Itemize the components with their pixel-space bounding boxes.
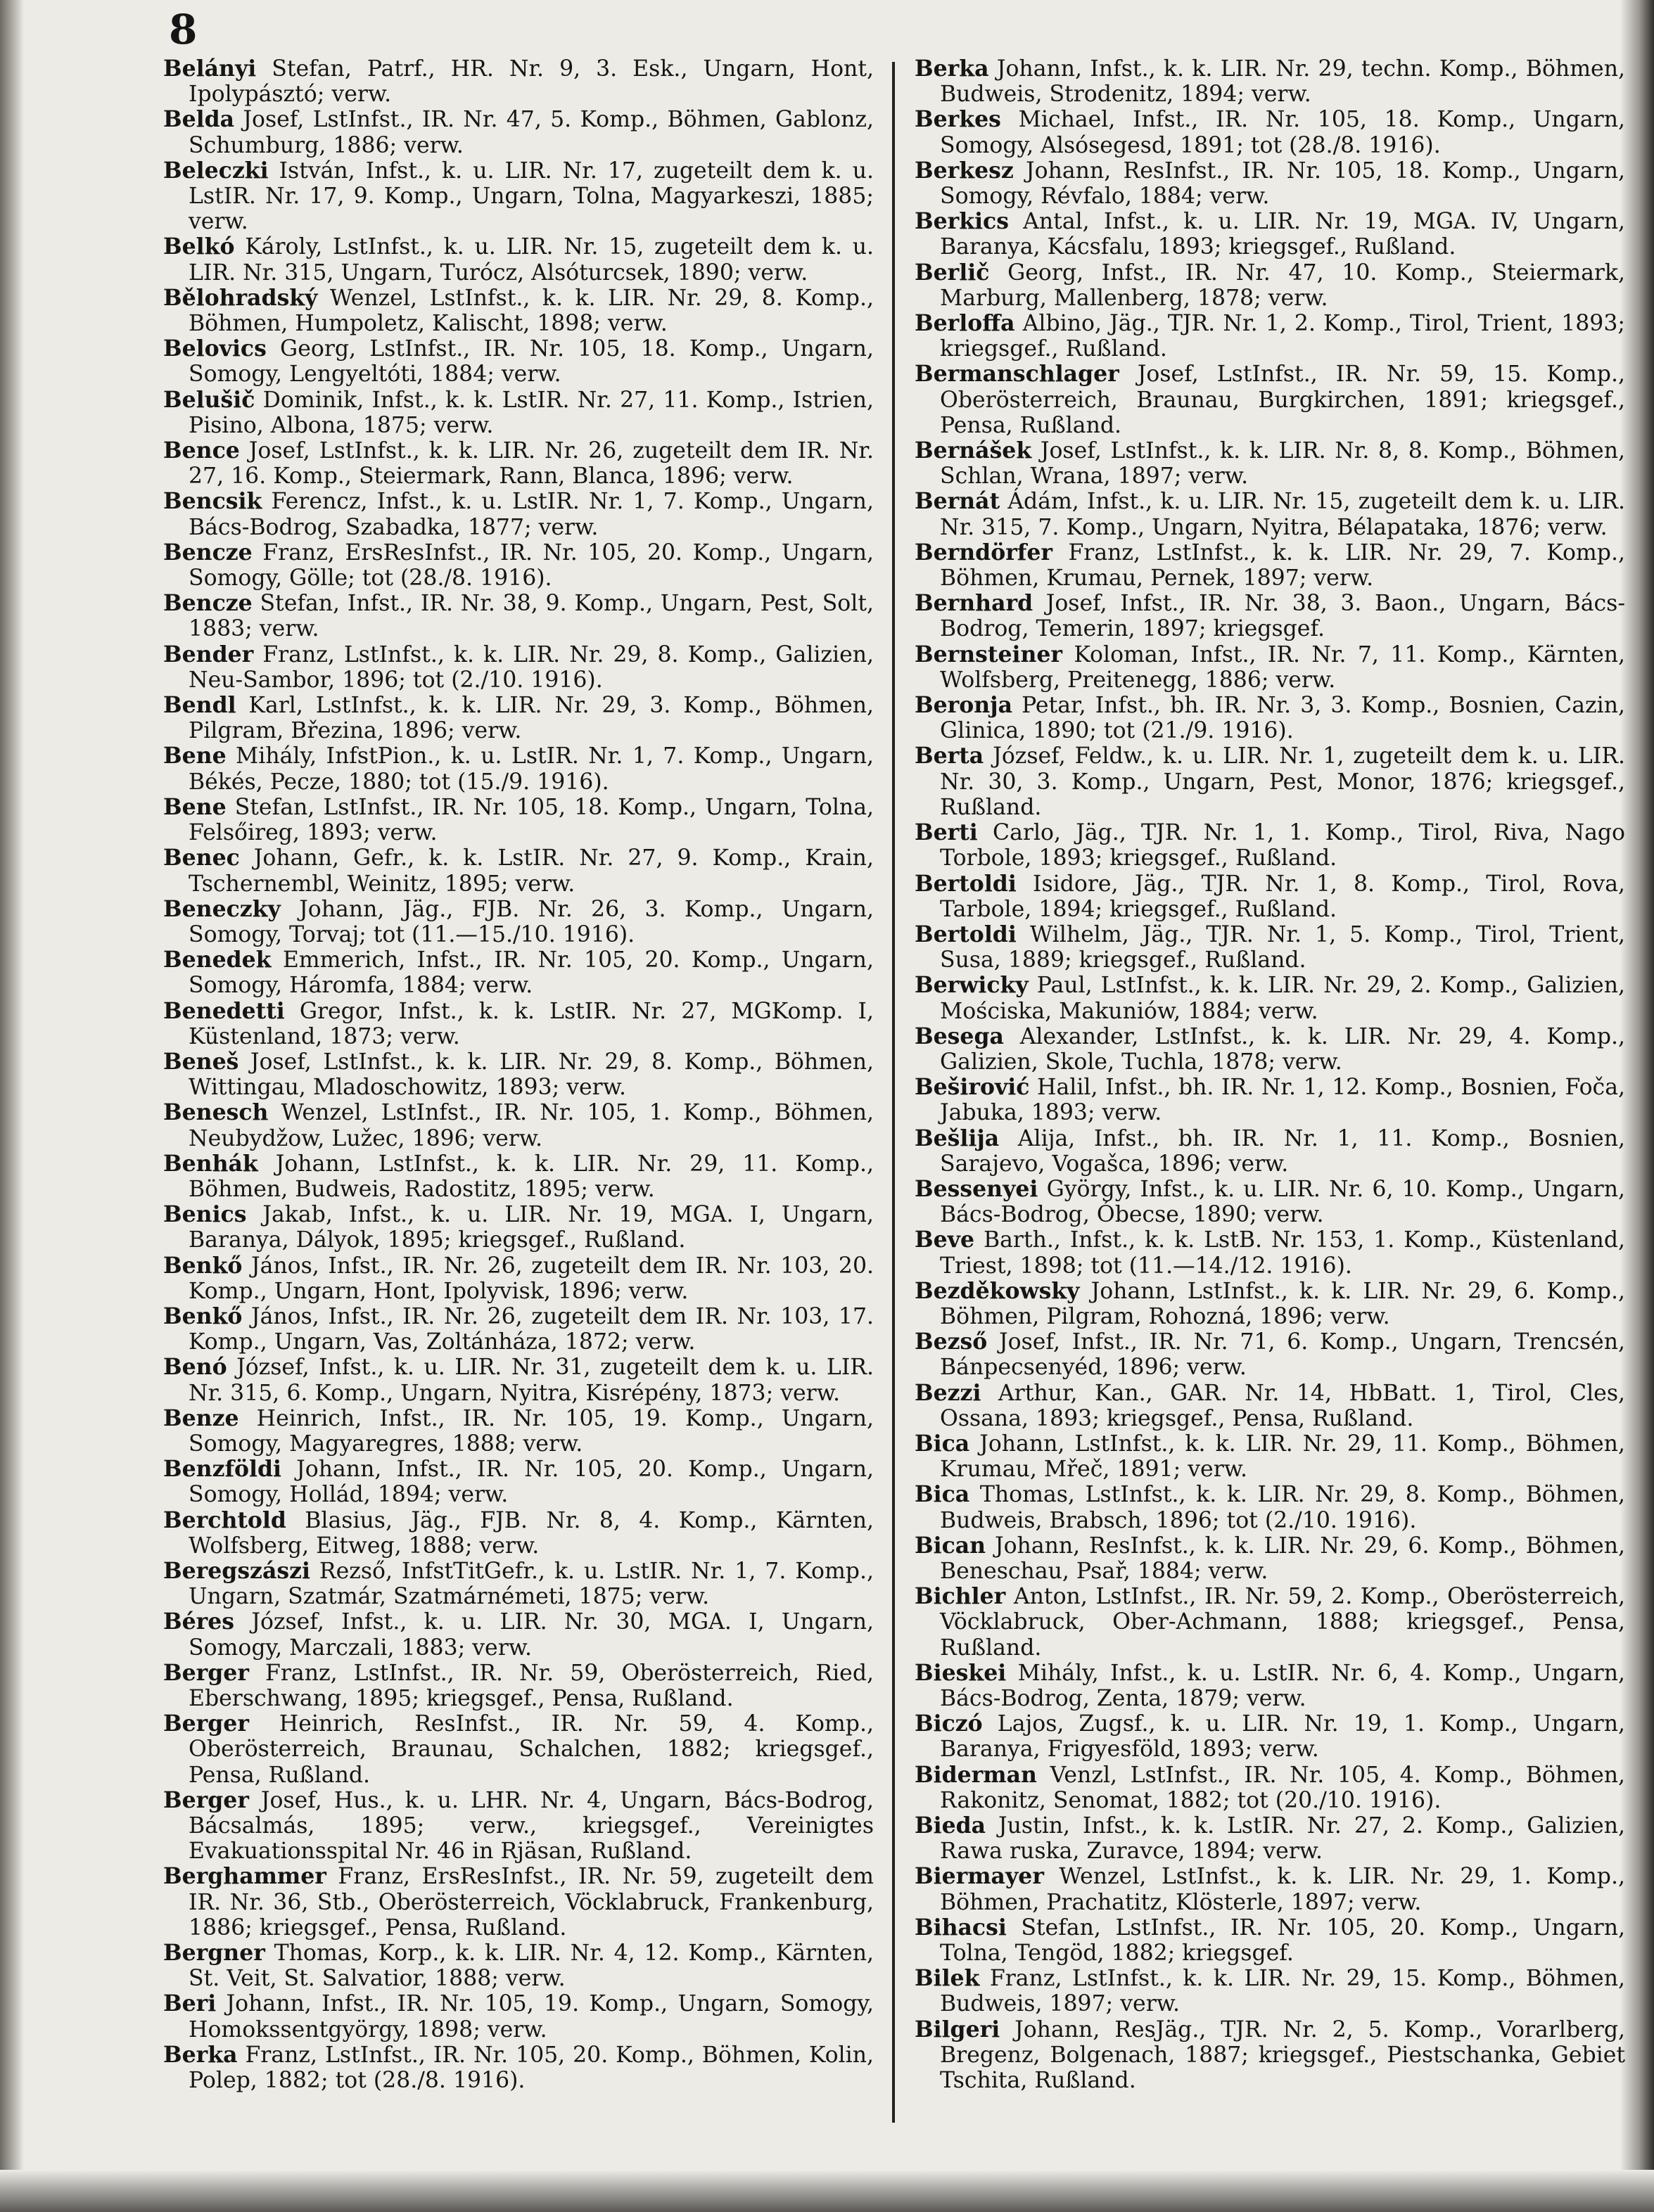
entry-details: Johann, LstInfst., k. k. LIR. Nr. 29, 6. Komp., Böhmen, Pilgram, Rohozná, 1896; verw.: [940, 1278, 1625, 1329]
entry-surname: Benhák: [163, 1150, 258, 1177]
entry-details: Isidore, Jäg., TJR. Nr. 1, 8. Komp., Tirol, Rova, Tarbole, 1894; kriegsgef., Rußland.: [940, 871, 1626, 922]
entry-details: Franz, ErsResInfst., IR. Nr. 105, 20. Komp., Ungarn, Somogy, Gölle; tot (28./8. 1916).: [189, 539, 874, 592]
entry-surname: Beregszászi: [163, 1557, 310, 1584]
casualty-entry: [915, 1075, 1625, 1125]
casualty-entry: [163, 56, 874, 107]
casualty-entry: [915, 1584, 1625, 1661]
entry-surname: Benics: [163, 1201, 247, 1228]
casualty-entry: [915, 2017, 1625, 2094]
casualty-entry: [915, 1482, 1625, 1533]
entry-surname: Berti: [915, 819, 978, 846]
entry-details: Karl, LstInfst., k. k. LIR. Nr. 29, 3. Komp., Böhmen, Pilgram, Březina, 1896; verw.: [189, 693, 874, 744]
entry-details: Venzl, LstInfst., IR. Nr. 105, 4. Komp., Böhmen, Rakonitz, Senomat, 1882; tot (20./10. 1916).: [940, 1762, 1626, 1813]
entry-surname: Bieskei: [915, 1659, 1007, 1686]
entry-details: Josef, Infst., IR. Nr. 71, 6. Komp., Ungarn, Trencsén, Bánpecsenyéd, 1896; verw.: [940, 1329, 1625, 1381]
entry-details: Blasius, Jäg., FJB. Nr. 8, 4. Komp., Kärnten, Wolfsberg, Eitweg, 1888; verw.: [189, 1507, 874, 1559]
entry-surname: Bessenyei: [915, 1175, 1038, 1202]
casualty-entry: [163, 438, 874, 489]
left-column: [163, 56, 874, 2093]
entry-details: Heinrich, Infst., IR. Nr. 105, 19. Komp., Ungarn, Somogy, Magyaregres, 1888; verw.: [189, 1405, 874, 1457]
casualty-entry: [915, 209, 1625, 260]
scan-edge-left: [0, 0, 24, 2212]
entry-surname: Beronja: [915, 692, 1012, 719]
entry-details: Ádám, Infst., k. u. LIR. Nr. 15, zugeteilt dem k. u. LIR. Nr. 315, 7. Komp., Ungarn, Nyitra, Bélapataka, 1876; verw.: [940, 489, 1626, 540]
entry-surname: Belkó: [163, 234, 235, 260]
entry-details: György, Infst., k. u. LIR. Nr. 6, 10. Komp., Ungarn, Bács-Bodrog, Óbecse, 1890; verw.: [940, 1176, 1625, 1228]
casualty-entry: [915, 158, 1625, 209]
entry-details: Alija, Infst., bh. IR. Nr. 1, 11. Komp., Bosnien, Sarajevo, Vogašca, 1896; verw.: [940, 1125, 1625, 1177]
entry-details: Thomas, Korp., k. k. LIR. Nr. 4, 12. Komp., Kärnten, St. Veit, St. Salvatior, 1888; verw.: [189, 1941, 874, 1992]
entry-details: Wenzel, LstInfst., k. k. LIR. Nr. 29, 8. Komp., Böhmen, Humpoletz, Kalischt, 1898; verw.: [189, 285, 874, 337]
entry-details: Josef, LstInfst., k. k. LIR. Nr. 29, 8. Komp., Böhmen, Wittingau, Mladoschowitz, 1893; verw.: [189, 1049, 874, 1101]
casualty-entry: [163, 286, 874, 336]
entry-surname: Bertoldi: [915, 921, 1017, 947]
entry-details: Barth., Infst., k. k. LstB. Nr. 153, 1. Komp., Küstenland, Triest, 1898; tot (11.—14./12. 1916).: [940, 1227, 1625, 1279]
casualty-entry: [915, 1177, 1625, 1227]
entry-surname: Berkics: [915, 208, 1009, 235]
entry-surname: Bezděkowsky: [915, 1277, 1080, 1304]
casualty-entry: [915, 1279, 1625, 1329]
entry-surname: Bešlija: [915, 1125, 1000, 1151]
entry-details: Johann, ResInfst., IR. Nr. 105, 18. Komp., Ungarn, Somogy, Révfalo, 1884; verw.: [940, 158, 1626, 210]
casualty-entry: [915, 1381, 1625, 1431]
entry-details: Mihály, InfstPion., k. u. LstIR. Nr. 1, 7. Komp., Ungarn, Békés, Pecze, 1880; tot (15./9. 1916).: [189, 743, 874, 795]
entry-surname: Bergner: [163, 1940, 265, 1967]
entry-details: Rezső, InfstTitGefr., k. u. LstIR. Nr. 1, 7. Komp., Ungarn, Szatmár, Szatmárnémeti, 1875; verw.: [189, 1558, 874, 1610]
casualty-entry: [163, 1711, 874, 1788]
entry-details: Carlo, Jäg., TJR. Nr. 1, 1. Komp., Tirol, Riva, Nago Torbole, 1893; kriegsgef., Rußland.: [940, 820, 1625, 871]
entry-details: Stefan, LstInfst., IR. Nr. 105, 18. Komp., Ungarn, Tolna, Felsőireg, 1893; verw.: [189, 794, 874, 846]
entry-surname: Belányi: [163, 56, 257, 82]
entry-surname: Bica: [915, 1430, 970, 1457]
casualty-entry: [163, 1508, 874, 1559]
entry-details: Georg, LstInfst., IR. Nr. 105, 18. Komp., Ungarn, Somogy, Lengyeltóti, 1884; verw.: [189, 336, 874, 388]
entry-surname: Bilek: [915, 1965, 980, 1992]
casualty-entry: [915, 1813, 1625, 1864]
casualty-entry: [915, 260, 1625, 311]
casualty-entry: [163, 336, 874, 387]
casualty-entry: [163, 1355, 874, 1405]
entry-surname: Benzföldi: [163, 1456, 281, 1483]
casualty-entry: [915, 489, 1625, 539]
casualty-entry: [163, 1941, 874, 1991]
entry-surname: Beve: [915, 1227, 975, 1253]
casualty-entry: [915, 540, 1625, 591]
casualty-entry: [915, 642, 1625, 693]
entry-details: Wenzel, LstInfst., IR. Nr. 105, 1. Komp., Böhmen, Neubydžow, Lužec, 1896; verw.: [189, 1100, 874, 1151]
casualty-entry: [163, 947, 874, 998]
casualty-entry: [915, 1431, 1625, 1482]
entry-details: Alexander, LstInfst., k. k. LIR. Nr. 29, 4. Komp., Galizien, Skole, Tuchla, 1878; verw.: [940, 1023, 1626, 1075]
entry-surname: Bence: [163, 437, 240, 464]
entry-details: János, Infst., IR. Nr. 26, zugeteilt dem IR. Nr. 103, 20. Komp., Ungarn, Hont, Ipolyvisk, 1896; verw.: [189, 1253, 874, 1304]
casualty-entry: [163, 1864, 874, 1941]
casualty-entry: [163, 234, 874, 285]
entry-surname: Berndörfer: [915, 539, 1052, 565]
entry-surname: Bencze: [163, 590, 253, 617]
entry-surname: Beneczky: [163, 895, 281, 922]
entry-surname: Berlič: [915, 259, 990, 286]
casualty-entry: [915, 362, 1625, 438]
entry-surname: Bertoldi: [915, 870, 1017, 897]
entry-surname: Berkes: [915, 106, 1001, 133]
casualty-entry: [163, 642, 874, 693]
casualty-entry: [163, 693, 874, 743]
casualty-entry: [915, 922, 1625, 973]
casualty-entry: [163, 1202, 874, 1253]
entry-surname: Berta: [915, 743, 984, 769]
entry-surname: Berger: [163, 1711, 249, 1737]
entry-surname: Bichler: [915, 1583, 1006, 1610]
entry-details: Josef, LstInfst., IR. Nr. 59, 15. Komp., Oberösterreich, Braunau, Burgkirchen, 1891; kriegsgef., Pensa, Rußland.: [940, 362, 1625, 438]
casualty-entry: [163, 489, 874, 539]
casualty-entry: [915, 1661, 1625, 1711]
casualty-entry: [163, 1788, 874, 1865]
entry-details: Dominik, Infst., k. k. LstIR. Nr. 27, 11. Komp., Istrien, Pisino, Albona, 1875; verw.: [189, 387, 874, 438]
entry-surname: Bene: [163, 743, 227, 769]
entry-surname: Benedek: [163, 947, 272, 973]
entry-details: József, Infst., k. u. LIR. Nr. 30, MGA. I, Ungarn, Somogy, Marczali, 1883; verw.: [189, 1609, 874, 1661]
casualty-entry: [915, 1864, 1625, 1914]
casualty-entry: [915, 107, 1625, 158]
entry-details: Heinrich, ResInfst., IR. Nr. 59, 4. Komp., Oberösterreich, Braunau, Schalchen, 1882; kriegsgef., Pensa, Rußland.: [189, 1711, 874, 1788]
casualty-entry: [163, 1151, 874, 1202]
entry-details: Josef, Infst., IR. Nr. 38, 3. Baon., Ungarn, Bács-Bodrog, Temerin, 1897; kriegsgef.: [940, 591, 1625, 642]
entry-details: Johann, LstInfst., k. k. LIR. Nr. 29, 11. Komp., Böhmen, Krumau, Mřeč, 1891; verw.: [940, 1431, 1625, 1483]
entry-surname: Bezzi: [915, 1379, 981, 1406]
entry-surname: Benesch: [163, 1099, 269, 1126]
entry-details: Michael, Infst., IR. Nr. 105, 18. Komp., Ungarn, Somogy, Alsósegesd, 1891; tot (28./8. 1916).: [940, 107, 1625, 158]
entry-details: Johann, LstInfst., k. k. LIR. Nr. 29, 11. Komp., Böhmen, Budweis, Radostitz, 1895; verw.: [189, 1151, 874, 1202]
entry-surname: Benkő: [163, 1303, 243, 1329]
entry-surname: Biderman: [915, 1761, 1037, 1788]
casualty-entry: [163, 1661, 874, 1711]
entry-details: Arthur, Kan., GAR. Nr. 14, HbBatt. 1, Tirol, Cles, Ossana, 1893; kriegsgef., Pensa, Rußland.: [940, 1380, 1625, 1431]
casualty-entry: [915, 1533, 1625, 1584]
entry-surname: Biermayer: [915, 1863, 1044, 1890]
entry-details: Johann, Infst., IR. Nr. 105, 20. Komp., Ungarn, Somogy, Hollád, 1894; verw.: [189, 1457, 874, 1508]
entry-surname: Bezső: [915, 1329, 988, 1355]
entry-surname: Berkesz: [915, 157, 1014, 184]
casualty-entry: [163, 388, 874, 438]
entry-details: Johann, ResJäg., TJR. Nr. 2, 5. Komp., Vorarlberg, Bregenz, Bolgenach, 1887; kriegsgef., Piestschanka, Gebiet Tschita, Rußland.: [940, 2016, 1625, 2094]
casualty-entry: [163, 743, 874, 794]
casualty-entry: [915, 1915, 1625, 1966]
entry-details: Stefan, LstInfst., IR. Nr. 105, 20. Komp., Ungarn, Tolna, Tengöd, 1882; kriegsgef.: [940, 1914, 1625, 1967]
entry-details: Josef, LstInfst., IR. Nr. 47, 5. Komp., Böhmen, Gablonz, Schumburg, 1886; verw.: [189, 107, 874, 158]
casualty-entry: [163, 1253, 874, 1304]
entry-surname: Bernsteiner: [915, 641, 1062, 667]
casualty-entry: [163, 1609, 874, 1660]
casualty-entry: [915, 1329, 1625, 1380]
entry-surname: Bernášek: [915, 437, 1032, 464]
entry-surname: Bieda: [915, 1813, 986, 1839]
entry-surname: Berger: [163, 1659, 249, 1686]
casualty-entry: [163, 1049, 874, 1100]
entry-surname: Bermanschlager: [915, 361, 1119, 388]
entry-details: Stefan, Patrf., HR. Nr. 9, 3. Esk., Ungarn, Hont, Ipolypásztó; verw.: [189, 56, 874, 108]
entry-details: Johann, Infst., IR. Nr. 105, 19. Komp., Ungarn, Somogy, Homokssentgyörgy, 1898; verw.: [189, 1991, 874, 2042]
casualty-entry: [915, 1227, 1625, 1278]
entry-details: Franz, LstInfst., k. k. LIR. Nr. 29, 15. Komp., Böhmen, Budweis, 1897; verw.: [940, 1966, 1625, 2017]
casualty-entry: [915, 871, 1625, 922]
entry-details: Josef, LstInfst., k. k. LIR. Nr. 26, zugeteilt dem IR. Nr. 27, 16. Komp., Steiermark, Rann, Blanca, 1896; verw.: [189, 438, 874, 490]
casualty-entry: [163, 1100, 874, 1151]
casualty-entry: [915, 1126, 1625, 1177]
entry-details: Johann, Jäg., FJB. Nr. 26, 3. Komp., Ungarn, Somogy, Torvaj; tot (11.—15./10. 1916).: [189, 896, 874, 947]
entry-surname: Béres: [163, 1609, 235, 1635]
entry-surname: Bilgeri: [915, 2016, 1000, 2042]
casualty-entry: [915, 56, 1625, 107]
entry-surname: Bělohradský: [163, 284, 318, 311]
entry-details: Wilhelm, Jäg., TJR. Nr. 1, 5. Komp., Tirol, Trient, Susa, 1889; kriegsgef., Rußland.: [940, 921, 1626, 973]
entry-surname: Belušič: [163, 386, 255, 413]
casualty-entry: [163, 795, 874, 845]
entry-details: Anton, LstInfst., IR. Nr. 59, 2. Komp., Oberösterreich, Vöcklabruck, Ober-Achmann, 1888; kriegsgef., Pensa, Rußland.: [940, 1584, 1625, 1661]
entry-surname: Bihacsi: [915, 1914, 1007, 1941]
entry-details: Gregor, Infst., k. k. LstIR. Nr. 27, MGKomp. I, Küstenland, 1873; verw.: [189, 998, 874, 1049]
entry-surname: Beri: [163, 1990, 217, 2017]
entry-details: Jakab, Infst., k. u. LIR. Nr. 19, MGA. I, Ungarn, Baranya, Dályok, 1895; kriegsgef., Rußland.: [189, 1202, 874, 1253]
entry-details: Franz, ErsResInfst., IR. Nr. 59, zugeteilt dem IR. Nr. 36, Stb., Oberösterreich, Vöcklabruck, Frankenburg, 1886; kriegsgef., Pensa, Rußland.: [189, 1864, 874, 1941]
entry-details: Mihály, Infst., k. u. LstIR. Nr. 6, 4. Komp., Ungarn, Bács-Bodrog, Zenta, 1879; verw.: [940, 1660, 1625, 1711]
entry-details: Johann, Infst., k. k. LIR. Nr. 29, techn. Komp., Böhmen, Budweis, Strodenitz, 1894; verw.: [940, 56, 1626, 108]
casualty-entry: [163, 897, 874, 947]
casualty-entry: [915, 820, 1625, 871]
entry-surname: Bender: [163, 641, 254, 667]
entry-surname: Benze: [163, 1405, 239, 1431]
casualty-entry: [915, 1024, 1625, 1075]
entry-surname: Bencsik: [163, 488, 262, 515]
entry-surname: Belovics: [163, 335, 267, 362]
casualty-entry: [915, 438, 1625, 489]
entry-surname: Besega: [915, 1023, 1004, 1049]
page-number: 8: [169, 6, 198, 53]
entry-surname: Belda: [163, 106, 235, 133]
casualty-entry: [163, 845, 874, 896]
scan-edge-right: [1620, 0, 1654, 2212]
casualty-entry: [163, 999, 874, 1049]
entry-details: József, Feldw., k. u. LIR. Nr. 1, zugeteilt dem k. u. LIR. Nr. 30, 3. Komp., Ungarn, Pest, Monor, 1876; kriegsgef., Rußland.: [940, 743, 1626, 820]
entry-details: Stefan, Infst., IR. Nr. 38, 9. Komp., Ungarn, Pest, Solt, 1883; verw.: [189, 591, 874, 642]
entry-details: Justin, Infst., k. k. LstIR. Nr. 27, 2. Komp., Galizien, Rawa ruska, Zuravce, 1894; verw.: [940, 1813, 1625, 1865]
casualty-entry: [163, 2042, 874, 2093]
entry-details: Paul, LstInfst., k. k. LIR. Nr. 29, 2. Komp., Galizien, Mościska, Makuniów, 1884; verw.: [940, 973, 1626, 1024]
entry-surname: Benec: [163, 845, 240, 871]
entry-details: Károly, LstInfst., k. u. LIR. Nr. 15, zugeteilt dem k. u. LIR. Nr. 315, Ungarn, Turócz, Alsóturcsek, 1890; verw.: [189, 234, 874, 286]
entry-details: Josef, Hus., k. u. LHR. Nr. 4, Ungarn, Bács-Bodrog, Bácsalmás, 1895; verw., kriegsgef., Vereinigtes Evakuationsspital Nr. 46 in Rjäsan, Rußland.: [189, 1787, 874, 1865]
entry-details: Franz, LstInfst., IR. Nr. 105, 20. Komp., Böhmen, Kolin, Polep, 1882; tot (28./8. 1916).: [189, 2042, 874, 2094]
entry-surname: Bendl: [163, 692, 236, 719]
casualty-entry: [163, 591, 874, 641]
entry-details: József, Infst., k. u. LIR. Nr. 31, zugeteilt dem k. u. LIR. Nr. 315, 6. Komp., Ungarn, Nyitra, Kisrépény, 1873; verw.: [189, 1355, 874, 1406]
entry-surname: Benkő: [163, 1252, 243, 1279]
entry-details: Petar, Infst., bh. IR. Nr. 3, 3. Komp., Bosnien, Cazin, Glinica, 1890; tot (21./9. 1916).: [940, 693, 1625, 744]
entry-details: Halil, Infst., bh. IR. Nr. 1, 12. Komp., Bosnien, Foča, Jabuka, 1893; verw.: [940, 1075, 1625, 1126]
casualty-entry: [163, 158, 874, 235]
entry-details: Lajos, Zugsf., k. u. LIR. Nr. 19, 1. Komp., Ungarn, Baranya, Frigyesföld, 1893; verw.: [940, 1711, 1626, 1763]
entry-surname: Berger: [163, 1786, 249, 1813]
casualty-entry: [915, 591, 1625, 641]
entry-surname: Berka: [915, 56, 989, 82]
casualty-entry: [163, 1406, 874, 1457]
entry-surname: Berloffa: [915, 310, 1015, 337]
casualty-entry: [915, 693, 1625, 743]
entry-details: Antal, Infst., k. u. LIR. Nr. 19, MGA. IV, Ungarn, Baranya, Kácsfalu, 1893; kriegsgef., Rußland.: [940, 209, 1625, 260]
casualty-entry: [163, 107, 874, 158]
entry-details: Franz, LstInfst., IR. Nr. 59, Oberösterreich, Ried, Eberschwang, 1895; kriegsgef., Pensa, Rußland.: [189, 1660, 874, 1711]
casualty-entry: [163, 540, 874, 591]
right-column: [915, 56, 1625, 2093]
entry-details: Georg, Infst., IR. Nr. 47, 10. Komp., Steiermark, Marburg, Mallenberg, 1878; verw.: [940, 260, 1626, 311]
entry-surname: Beneš: [163, 1048, 239, 1075]
entry-surname: Bican: [915, 1532, 986, 1559]
casualty-entry: [163, 1559, 874, 1609]
entry-surname: Berka: [163, 2041, 238, 2068]
entry-surname: Bernhard: [915, 590, 1033, 617]
entry-surname: Bernát: [915, 488, 1000, 515]
casualty-entry: [915, 973, 1625, 1023]
entry-surname: Bene: [163, 793, 227, 820]
entry-surname: Berchtold: [163, 1507, 286, 1533]
entry-details: István, Infst., k. u. LIR. Nr. 17, zugeteilt dem k. u. LstIR. Nr. 17, 9. Komp., Ungarn, Tolna, Magyarkeszi, 1885; verw.: [189, 158, 874, 235]
entry-details: Franz, LstInfst., k. k. LIR. Nr. 29, 7. Komp., Böhmen, Krumau, Pernek, 1897; verw.: [940, 539, 1625, 592]
entry-details: Thomas, LstInfst., k. k. LIR. Nr. 29, 8. Komp., Böhmen, Budweis, Brabsch, 1896; tot (2./10. 1916).: [940, 1482, 1625, 1533]
casualty-entry: [163, 1991, 874, 2042]
entry-surname: Bencze: [163, 539, 253, 565]
entry-details: Ferencz, Infst., k. u. LstIR. Nr. 1, 7. Komp., Ungarn, Bács-Bodrog, Szabadka, 1877; verw.: [189, 489, 874, 540]
casualty-entry: [915, 311, 1625, 362]
entry-surname: Benó: [163, 1354, 227, 1381]
casualty-entry: [915, 1966, 1625, 2016]
casualty-entry: [163, 1304, 874, 1355]
entry-surname: Berwicky: [915, 972, 1029, 999]
scan-edge-bottom: [0, 2170, 1654, 2212]
casualty-entry: [915, 1763, 1625, 1813]
entry-details: János, Infst., IR. Nr. 26, zugeteilt dem IR. Nr. 103, 17. Komp., Ungarn, Vas, Zoltánháza, 1872; verw.: [189, 1303, 874, 1355]
entry-details: Albino, Jäg., TJR. Nr. 1, 2. Komp., Tirol, Trient, 1893; kriegsgef., Rußland.: [940, 311, 1625, 362]
casualty-entry: [915, 1711, 1625, 1762]
entry-details: Emmerich, Infst., IR. Nr. 105, 20. Komp., Ungarn, Somogy, Háromfa, 1884; verw.: [189, 947, 874, 999]
entry-details: Franz, LstInfst., k. k. LIR. Nr. 29, 8. Komp., Galizien, Neu-Sambor, 1896; tot (2./10. 1916).: [189, 641, 874, 693]
entry-surname: Berghammer: [163, 1863, 326, 1890]
entry-details: Johann, Gefr., k. k. LstIR. Nr. 27, 9. Komp., Krain, Tschernembl, Weinitz, 1895; verw.: [189, 845, 874, 897]
entry-surname: Benedetti: [163, 997, 285, 1024]
casualty-entry: [915, 743, 1625, 820]
entry-surname: Beširović: [915, 1074, 1030, 1101]
entry-surname: Beleczki: [163, 157, 269, 184]
entry-details: Josef, LstInfst., k. k. LIR. Nr. 8, 8. Komp., Böhmen, Schlan, Wrana, 1897; verw.: [940, 438, 1625, 490]
entry-surname: Bica: [915, 1481, 970, 1508]
entry-details: Wenzel, LstInfst., k. k. LIR. Nr. 29, 1. Komp., Böhmen, Prachatitz, Klösterle, 1897; verw.: [940, 1864, 1625, 1915]
column-divider: [892, 62, 895, 2123]
entry-details: Koloman, Infst., IR. Nr. 7, 11. Komp., Kärnten, Wolfsberg, Preitenegg, 1886; verw.: [940, 641, 1626, 693]
casualty-entry: [163, 1457, 874, 1507]
entry-details: Johann, ResInfst., k. k. LIR. Nr. 29, 6. Komp., Böhmen, Beneschau, Psař, 1884; verw.: [940, 1533, 1625, 1584]
entry-surname: Biczó: [915, 1711, 983, 1737]
